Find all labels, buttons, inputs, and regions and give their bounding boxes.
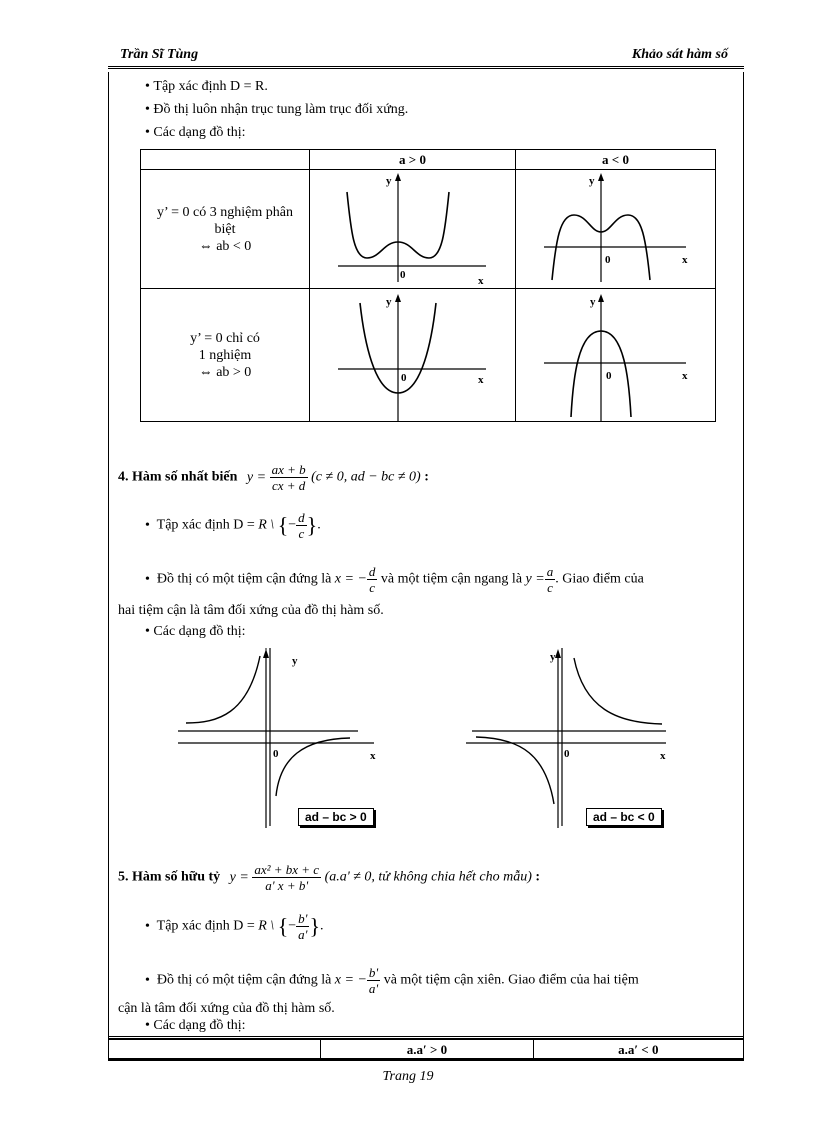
section5-domain: • Tập xác định D = R \ {− $\frac{b'}{a'}$ }. <box>145 911 324 942</box>
table-row-one-root <box>141 289 310 422</box>
table-header-empty <box>109 1040 321 1060</box>
axis-x-label: x <box>682 254 688 266</box>
domain-fraction <box>296 510 307 541</box>
table-header-empty <box>141 150 310 170</box>
graph-cap-shape <box>516 289 716 422</box>
section4-graph-types: • Các dạng đồ thị: <box>145 624 246 640</box>
formula-fraction <box>270 462 308 493</box>
axis-origin-label: 0 <box>606 370 612 382</box>
axis-x-label: x <box>682 370 688 382</box>
brace-close: } <box>309 913 321 939</box>
fraction-denominator: cx + d <box>271 478 306 493</box>
fraction-denominator: c <box>298 526 305 541</box>
axis-x-label: x <box>370 750 376 762</box>
table-header-a-positive: a > 0 <box>310 150 516 170</box>
section5-title <box>118 862 540 893</box>
cond-text: biệt <box>214 221 236 237</box>
fraction-numerator: a <box>546 564 554 579</box>
section4-title-text: 4. Hàm số nhất biến <box>118 469 238 485</box>
axis-y-label: y <box>589 175 595 187</box>
cond-text: ⇔ ab > 0 <box>198 364 252 380</box>
section5-asymptotes <box>145 965 639 996</box>
domain-set: R \ <box>258 517 275 533</box>
table-row-three-roots <box>141 170 310 289</box>
fraction-denominator: a' <box>368 981 379 996</box>
section5-asymptotes-line2: cận là tâm đối xứng của đồ thị hàm số. <box>118 1001 335 1016</box>
brace-open: { <box>277 512 289 538</box>
axis-y-label: y <box>590 296 596 308</box>
hyperbola-graph-right <box>466 646 670 833</box>
asymptote-text: và một tiệm cận xiên. Giao điểm của hai tiệm <box>383 972 639 988</box>
axis-origin-label: 0 <box>273 748 279 760</box>
asymptote-x: x = − <box>334 972 367 988</box>
domain-text: Tập xác định D = <box>156 918 255 934</box>
formula-fraction <box>252 862 321 893</box>
axis-y-label: y <box>550 651 556 663</box>
asymptote-x: x = − <box>334 571 367 587</box>
fraction-denominator: c <box>369 580 376 595</box>
formula-condition: (a.a' ≠ 0, tử không chia hết cho mẫu) <box>324 869 532 885</box>
fraction-numerator: b' <box>368 965 379 980</box>
section5-title-text: 5. Hàm số hữu tỷ <box>118 869 221 885</box>
brace-open: { <box>277 913 289 939</box>
domain-fraction <box>296 911 309 942</box>
brace-close: } <box>306 512 318 538</box>
rational-table <box>109 1039 743 1060</box>
axis-y-label: y <box>386 296 392 308</box>
minus-sign: − <box>288 517 297 533</box>
section4-asymptotes-line2: hai tiệm cận là tâm đối xứng của đồ thị hàm số. <box>118 603 384 618</box>
table-header-aa-positive: a.a′ > 0 <box>321 1040 533 1060</box>
axis-x-label: x <box>660 750 666 762</box>
asymptote-x-fraction <box>367 965 380 996</box>
page-bottom-rule <box>108 1058 744 1061</box>
hyperbola-graph-left <box>178 646 378 833</box>
fraction-denominator: a' x + b' <box>265 878 309 893</box>
formula-colon: : <box>424 469 429 485</box>
header-topic: Khảo sát hàm số <box>631 47 728 62</box>
header-author: Trần Sĩ Tùng <box>120 47 199 62</box>
axis-y-label: y <box>386 175 392 187</box>
graph-w-shape <box>310 170 516 289</box>
axis-origin-label: 0 <box>605 254 611 266</box>
bullet-graph-types: • Các dạng đồ thị: <box>145 125 246 141</box>
section5-graph-types: • Các dạng đồ thị: <box>145 1018 246 1034</box>
asymptote-y: y = <box>525 571 545 587</box>
table-header-aa-negative: a.a′ < 0 <box>533 1040 743 1060</box>
axis-origin-label: 0 <box>401 372 407 384</box>
fraction-numerator: b' <box>298 911 308 926</box>
axis-x-label: x <box>478 275 484 287</box>
graph-m-shape <box>516 170 716 289</box>
section4-title <box>118 462 429 493</box>
asymptote-text: và một tiệm cận ngang là <box>380 571 523 587</box>
graph-u-shape <box>310 289 516 422</box>
fraction-numerator: d <box>368 564 376 579</box>
page-number: Trang 19 <box>382 1069 434 1084</box>
formula-y: y = <box>246 469 267 485</box>
fraction-numerator: ax + b <box>271 462 306 477</box>
fraction-numerator: d <box>298 510 305 525</box>
axis-origin-label: 0 <box>400 269 406 281</box>
graph-left-condition: ad – bc > 0 <box>298 808 374 826</box>
cond-text: y’ = 0 có 3 nghiệm phân <box>157 204 293 220</box>
section4-asymptotes <box>145 564 644 595</box>
asymptote-text: Đồ thị có một tiệm cận đứng là <box>156 972 332 988</box>
asymptote-text: Đồ thị có một tiệm cận đứng là <box>156 571 332 587</box>
cond-text: 1 nghiệm <box>198 347 252 363</box>
section4-domain: • Tập xác định D = R \ {− $\frac{d}{c}$ }. <box>145 510 321 541</box>
bullet-domain: • Tập xác định D = R. <box>145 79 268 95</box>
domain-text: Tập xác định D = <box>156 517 255 533</box>
cond-text: y’ = 0 chỉ có <box>190 330 260 346</box>
asymptote-y-fraction <box>545 564 556 595</box>
asymptote-text: . Giao điểm của <box>555 571 644 587</box>
graph-right-condition: ad – bc < 0 <box>586 808 662 826</box>
fraction-denominator: a' <box>298 927 308 942</box>
header-rule <box>108 66 744 69</box>
bullet-symmetry: • Đồ thị luôn nhận trục tung làm trục đối xứng. <box>145 102 408 118</box>
formula-colon: : <box>535 869 541 885</box>
formula-y: y = <box>229 869 249 885</box>
fraction-denominator: c <box>547 580 553 595</box>
fraction-numerator: ax² + bx + c <box>254 862 320 877</box>
axis-x-label: x <box>478 374 484 386</box>
formula-condition: (c ≠ 0, ad − bc ≠ 0) <box>311 469 421 485</box>
minus-sign: − <box>288 918 297 934</box>
domain-set: R \ <box>258 918 275 934</box>
axis-origin-label: 0 <box>564 748 570 760</box>
table-header-a-negative: a < 0 <box>516 150 716 170</box>
quartic-table <box>140 149 716 422</box>
axis-y-label: y <box>292 655 298 667</box>
cond-text: ⇔ ab < 0 <box>198 238 252 254</box>
asymptote-x-fraction <box>367 564 378 595</box>
